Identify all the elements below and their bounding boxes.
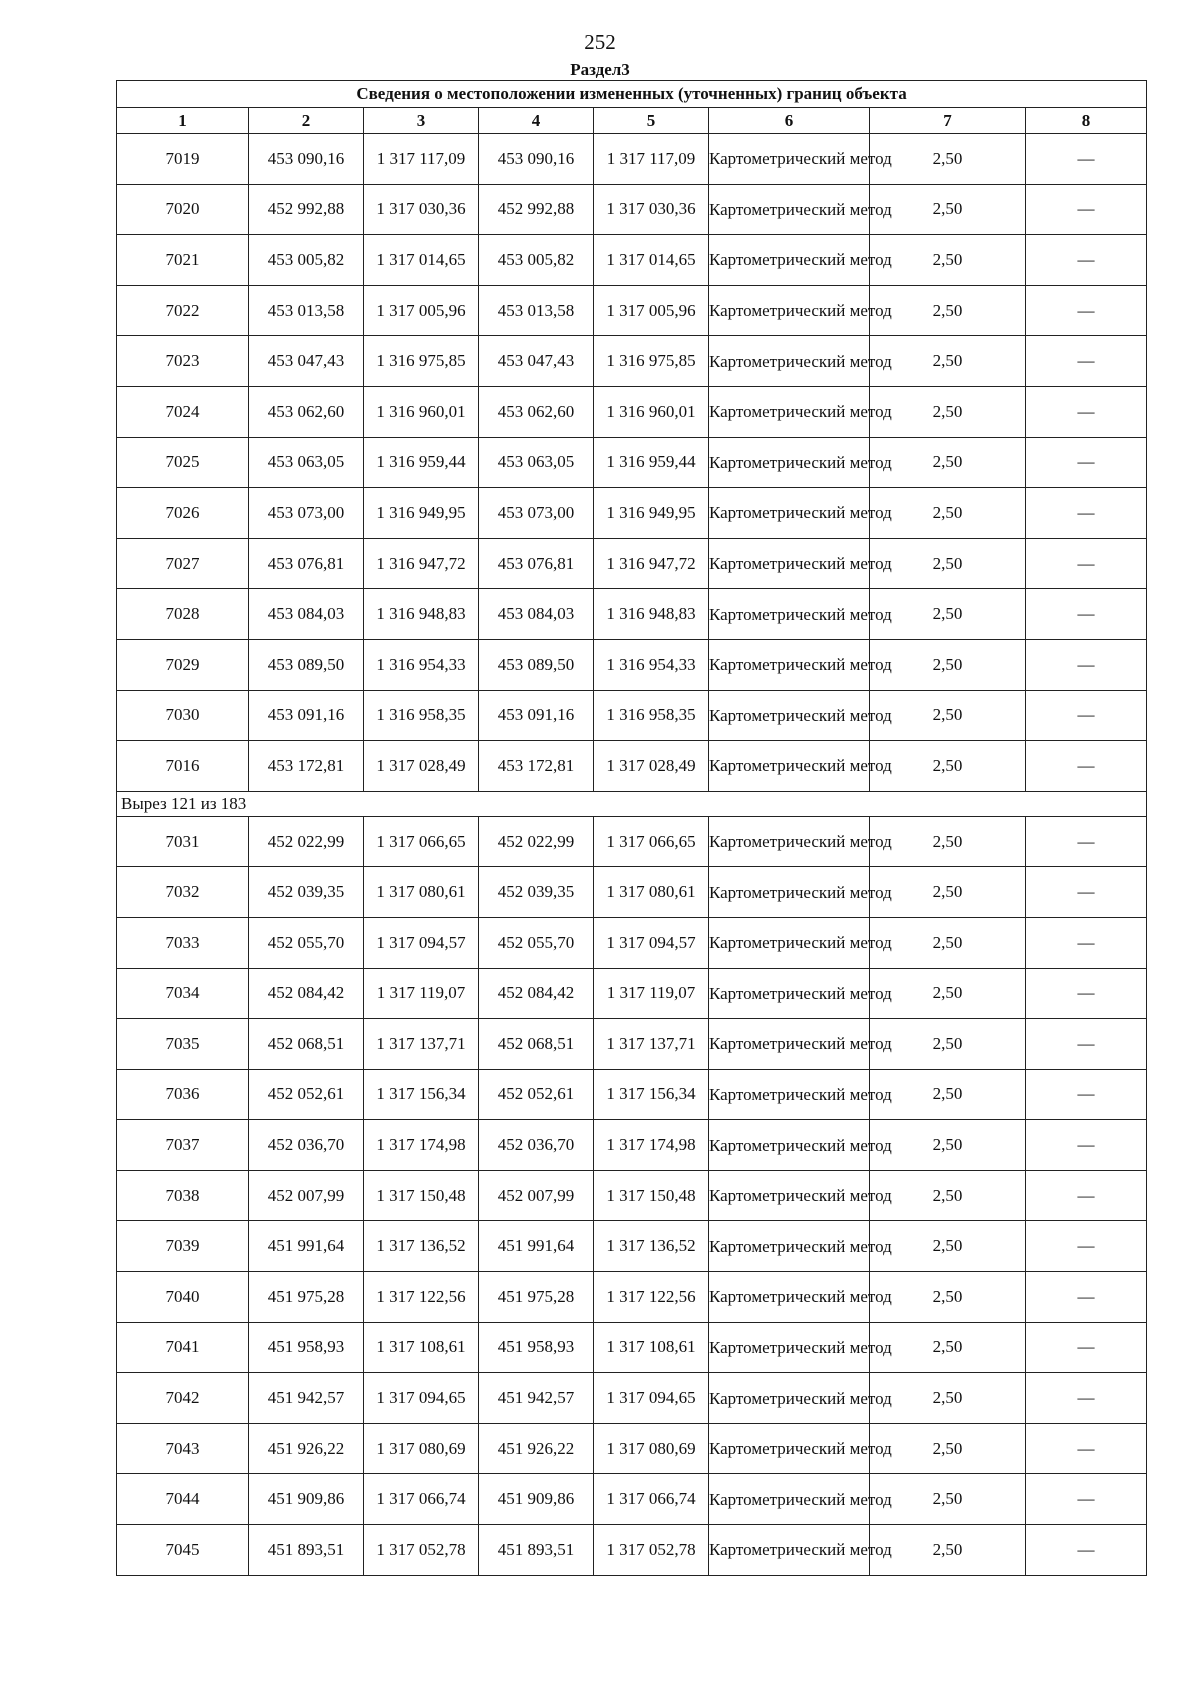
accuracy-cell: 2,50 [870,816,1026,867]
page-number: 252 [584,30,616,54]
y-new-cell: 1 317 080,69 [594,1423,709,1474]
method-cell: Картометрический метод [709,1373,870,1424]
point-number-cell: 7032 [117,867,249,918]
accuracy-cell: 2,50 [870,1322,1026,1373]
column-number-2: 2 [249,108,364,134]
point-number-cell: 7029 [117,639,249,690]
y-old-cell: 1 316 960,01 [364,386,479,437]
x-old-cell: 452 992,88 [249,184,364,235]
x-new-cell: 453 062,60 [479,386,594,437]
description-cell: — [1026,917,1147,968]
y-new-cell: 1 317 174,98 [594,1120,709,1171]
table-row [117,386,1147,437]
x-new-cell: 451 975,28 [479,1272,594,1323]
point-number-cell: 7034 [117,968,249,1019]
description-cell: — [1026,336,1147,387]
y-new-cell: 1 317 094,65 [594,1373,709,1424]
description-cell: — [1026,1525,1147,1576]
x-old-cell: 452 039,35 [249,867,364,918]
x-old-cell: 453 005,82 [249,235,364,286]
y-old-cell: 1 316 959,44 [364,437,479,488]
description-cell: — [1026,690,1147,741]
method-cell: Картометрический метод [709,968,870,1019]
table-row [117,285,1147,336]
x-old-cell: 451 958,93 [249,1322,364,1373]
table-caption-row [117,81,1147,108]
x-old-cell: 453 091,16 [249,690,364,741]
y-new-cell: 1 317 122,56 [594,1272,709,1323]
cut-label: Вырез 121 из 183 [117,791,1147,816]
y-new-cell: 1 316 954,33 [594,639,709,690]
accuracy-cell: 2,50 [870,867,1026,918]
method-cell: Картометрический метод [709,1069,870,1120]
table-row [117,1170,1147,1221]
x-new-cell: 451 991,64 [479,1221,594,1272]
method-cell: Картометрический метод [709,437,870,488]
table-row [117,1019,1147,1070]
method-cell: Картометрический метод [709,1474,870,1525]
point-number-cell: 7035 [117,1019,249,1070]
method-cell: Картометрический метод [709,1322,870,1373]
description-cell: — [1026,386,1147,437]
method-cell: Картометрический метод [709,488,870,539]
point-number-cell: 7021 [117,235,249,286]
accuracy-cell: 2,50 [870,386,1026,437]
column-number-4: 4 [479,108,594,134]
point-number-cell: 7026 [117,488,249,539]
table-row [117,867,1147,918]
method-cell: Картометрический метод [709,386,870,437]
x-new-cell: 452 022,99 [479,816,594,867]
y-old-cell: 1 317 156,34 [364,1069,479,1120]
table-row [117,639,1147,690]
x-new-cell: 453 073,00 [479,488,594,539]
y-new-cell: 1 317 156,34 [594,1069,709,1120]
y-new-cell: 1 317 108,61 [594,1322,709,1373]
description-cell: — [1026,437,1147,488]
y-old-cell: 1 317 094,65 [364,1373,479,1424]
table-row [117,1069,1147,1120]
method-cell: Картометрический метод [709,1423,870,1474]
y-new-cell: 1 317 080,61 [594,867,709,918]
x-new-cell: 452 068,51 [479,1019,594,1070]
method-cell: Картометрический метод [709,1120,870,1171]
x-new-cell: 453 076,81 [479,538,594,589]
boundary-coordinates-table [116,80,1147,1576]
accuracy-cell: 2,50 [870,1423,1026,1474]
x-old-cell: 453 090,16 [249,134,364,185]
y-new-cell: 1 316 959,44 [594,437,709,488]
method-cell: Картометрический метод [709,741,870,792]
y-new-cell: 1 316 960,01 [594,386,709,437]
description-cell: — [1026,1120,1147,1171]
point-number-cell: 7030 [117,690,249,741]
y-old-cell: 1 316 948,83 [364,589,479,640]
point-number-cell: 7039 [117,1221,249,1272]
x-old-cell: 453 089,50 [249,639,364,690]
y-new-cell: 1 317 136,52 [594,1221,709,1272]
x-old-cell: 451 893,51 [249,1525,364,1576]
accuracy-cell: 2,50 [870,1525,1026,1576]
x-new-cell: 452 084,42 [479,968,594,1019]
y-new-cell: 1 317 150,48 [594,1170,709,1221]
accuracy-cell: 2,50 [870,1221,1026,1272]
accuracy-cell: 2,50 [870,741,1026,792]
y-new-cell: 1 317 066,74 [594,1474,709,1525]
x-old-cell: 453 084,03 [249,589,364,640]
y-new-cell: 1 317 005,96 [594,285,709,336]
point-number-cell: 7045 [117,1525,249,1576]
method-cell: Картометрический метод [709,134,870,185]
x-new-cell: 453 047,43 [479,336,594,387]
y-old-cell: 1 316 975,85 [364,336,479,387]
point-number-cell: 7040 [117,1272,249,1323]
x-new-cell: 451 893,51 [479,1525,594,1576]
accuracy-cell: 2,50 [870,538,1026,589]
table-body [117,134,1147,1576]
point-number-cell: 7043 [117,1423,249,1474]
method-cell: Картометрический метод [709,867,870,918]
method-cell: Картометрический метод [709,1221,870,1272]
cut-label-row [117,791,1147,816]
y-old-cell: 1 317 136,52 [364,1221,479,1272]
table-row [117,917,1147,968]
description-cell: — [1026,134,1147,185]
description-cell: — [1026,1221,1147,1272]
method-cell: Картометрический метод [709,1019,870,1070]
description-cell: — [1026,1474,1147,1525]
column-number-row [117,108,1147,134]
table-row [117,488,1147,539]
y-old-cell: 1 317 137,71 [364,1019,479,1070]
y-old-cell: 1 317 119,07 [364,968,479,1019]
table-row [117,336,1147,387]
x-old-cell: 452 084,42 [249,968,364,1019]
section-title: Раздел3 [570,60,630,79]
x-old-cell: 451 926,22 [249,1423,364,1474]
method-cell: Картометрический метод [709,690,870,741]
table-row [117,1272,1147,1323]
accuracy-cell: 2,50 [870,1069,1026,1120]
y-old-cell: 1 317 052,78 [364,1525,479,1576]
x-new-cell: 452 036,70 [479,1120,594,1171]
x-old-cell: 452 007,99 [249,1170,364,1221]
x-new-cell: 453 013,58 [479,285,594,336]
point-number-cell: 7041 [117,1322,249,1373]
accuracy-cell: 2,50 [870,235,1026,286]
description-cell: — [1026,816,1147,867]
table-row [117,1525,1147,1576]
description-cell: — [1026,1373,1147,1424]
y-old-cell: 1 317 066,65 [364,816,479,867]
accuracy-cell: 2,50 [870,488,1026,539]
table-row [117,1474,1147,1525]
description-cell: — [1026,235,1147,286]
point-number-cell: 7031 [117,816,249,867]
method-cell: Картометрический метод [709,1525,870,1576]
table-row [117,968,1147,1019]
x-new-cell: 452 007,99 [479,1170,594,1221]
x-new-cell: 451 942,57 [479,1373,594,1424]
point-number-cell: 7020 [117,184,249,235]
y-new-cell: 1 317 030,36 [594,184,709,235]
x-old-cell: 451 942,57 [249,1373,364,1424]
description-cell: — [1026,285,1147,336]
table-row [117,741,1147,792]
accuracy-cell: 2,50 [870,1373,1026,1424]
y-new-cell: 1 317 028,49 [594,741,709,792]
x-new-cell: 453 084,03 [479,589,594,640]
description-cell: — [1026,589,1147,640]
accuracy-cell: 2,50 [870,134,1026,185]
y-old-cell: 1 317 005,96 [364,285,479,336]
x-old-cell: 451 975,28 [249,1272,364,1323]
y-old-cell: 1 317 174,98 [364,1120,479,1171]
point-number-cell: 7016 [117,741,249,792]
y-old-cell: 1 316 947,72 [364,538,479,589]
x-new-cell: 451 909,86 [479,1474,594,1525]
y-old-cell: 1 317 014,65 [364,235,479,286]
description-cell: — [1026,1069,1147,1120]
point-number-cell: 7037 [117,1120,249,1171]
column-number-8: 8 [1026,108,1147,134]
point-number-cell: 7025 [117,437,249,488]
y-new-cell: 1 316 975,85 [594,336,709,387]
x-old-cell: 453 063,05 [249,437,364,488]
point-number-cell: 7042 [117,1373,249,1424]
y-old-cell: 1 317 030,36 [364,184,479,235]
y-new-cell: 1 317 117,09 [594,134,709,185]
description-cell: — [1026,184,1147,235]
table-row [117,1373,1147,1424]
y-old-cell: 1 317 080,69 [364,1423,479,1474]
table-row [117,1423,1147,1474]
x-new-cell: 453 005,82 [479,235,594,286]
x-old-cell: 453 047,43 [249,336,364,387]
accuracy-cell: 2,50 [870,437,1026,488]
x-new-cell: 453 090,16 [479,134,594,185]
x-old-cell: 452 036,70 [249,1120,364,1171]
y-new-cell: 1 317 066,65 [594,816,709,867]
table-row [117,589,1147,640]
description-cell: — [1026,538,1147,589]
description-cell: — [1026,741,1147,792]
description-cell: — [1026,639,1147,690]
point-number-cell: 7036 [117,1069,249,1120]
description-cell: — [1026,1019,1147,1070]
point-number-cell: 7033 [117,917,249,968]
y-old-cell: 1 317 117,09 [364,134,479,185]
y-old-cell: 1 317 080,61 [364,867,479,918]
x-old-cell: 451 991,64 [249,1221,364,1272]
point-number-cell: 7019 [117,134,249,185]
x-new-cell: 453 063,05 [479,437,594,488]
method-cell: Картометрический метод [709,639,870,690]
x-new-cell: 452 039,35 [479,867,594,918]
accuracy-cell: 2,50 [870,690,1026,741]
accuracy-cell: 2,50 [870,1272,1026,1323]
y-new-cell: 1 317 094,57 [594,917,709,968]
x-old-cell: 453 172,81 [249,741,364,792]
accuracy-cell: 2,50 [870,639,1026,690]
column-number-5: 5 [594,108,709,134]
y-new-cell: 1 317 052,78 [594,1525,709,1576]
y-old-cell: 1 317 122,56 [364,1272,479,1323]
x-old-cell: 452 055,70 [249,917,364,968]
y-old-cell: 1 316 958,35 [364,690,479,741]
accuracy-cell: 2,50 [870,917,1026,968]
x-new-cell: 452 052,61 [479,1069,594,1120]
method-cell: Картометрический метод [709,1272,870,1323]
accuracy-cell: 2,50 [870,968,1026,1019]
description-cell: — [1026,1170,1147,1221]
y-new-cell: 1 317 137,71 [594,1019,709,1070]
method-cell: Картометрический метод [709,336,870,387]
method-cell: Картометрический метод [709,285,870,336]
method-cell: Картометрический метод [709,1170,870,1221]
x-new-cell: 452 055,70 [479,917,594,968]
method-cell: Картометрический метод [709,184,870,235]
x-old-cell: 452 052,61 [249,1069,364,1120]
y-new-cell: 1 316 947,72 [594,538,709,589]
point-number-cell: 7028 [117,589,249,640]
point-number-cell: 7024 [117,386,249,437]
x-new-cell: 453 091,16 [479,690,594,741]
y-old-cell: 1 316 949,95 [364,488,479,539]
x-old-cell: 453 076,81 [249,538,364,589]
table-row [117,1120,1147,1171]
column-number-7: 7 [870,108,1026,134]
y-old-cell: 1 317 094,57 [364,917,479,968]
table-row [117,184,1147,235]
description-cell: — [1026,867,1147,918]
y-new-cell: 1 316 949,95 [594,488,709,539]
method-cell: Картометрический метод [709,589,870,640]
column-number-3: 3 [364,108,479,134]
y-new-cell: 1 317 014,65 [594,235,709,286]
point-number-cell: 7044 [117,1474,249,1525]
y-new-cell: 1 316 958,35 [594,690,709,741]
accuracy-cell: 2,50 [870,589,1026,640]
x-new-cell: 453 089,50 [479,639,594,690]
accuracy-cell: 2,50 [870,184,1026,235]
table-row [117,134,1147,185]
x-new-cell: 453 172,81 [479,741,594,792]
method-cell: Картометрический метод [709,816,870,867]
y-new-cell: 1 316 948,83 [594,589,709,640]
accuracy-cell: 2,50 [870,336,1026,387]
point-number-cell: 7023 [117,336,249,387]
accuracy-cell: 2,50 [870,1120,1026,1171]
accuracy-cell: 2,50 [870,1474,1026,1525]
accuracy-cell: 2,50 [870,1019,1026,1070]
point-number-cell: 7038 [117,1170,249,1221]
method-cell: Картометрический метод [709,235,870,286]
x-old-cell: 453 062,60 [249,386,364,437]
y-new-cell: 1 317 119,07 [594,968,709,1019]
column-number-6: 6 [709,108,870,134]
method-cell: Картометрический метод [709,917,870,968]
x-old-cell: 452 022,99 [249,816,364,867]
description-cell: — [1026,1423,1147,1474]
description-cell: — [1026,1272,1147,1323]
x-old-cell: 451 909,86 [249,1474,364,1525]
y-old-cell: 1 317 108,61 [364,1322,479,1373]
x-old-cell: 453 013,58 [249,285,364,336]
column-number-1: 1 [117,108,249,134]
accuracy-cell: 2,50 [870,1170,1026,1221]
table-row [117,538,1147,589]
y-old-cell: 1 317 028,49 [364,741,479,792]
point-number-cell: 7027 [117,538,249,589]
table-caption: Сведения о местоположении измененных (уточненных) границ объекта [117,81,1147,108]
description-cell: — [1026,968,1147,1019]
x-new-cell: 451 926,22 [479,1423,594,1474]
x-new-cell: 452 992,88 [479,184,594,235]
accuracy-cell: 2,50 [870,285,1026,336]
description-cell: — [1026,1322,1147,1373]
table-row [117,235,1147,286]
table-row [117,437,1147,488]
table-row [117,690,1147,741]
y-old-cell: 1 316 954,33 [364,639,479,690]
table-row [117,1221,1147,1272]
y-old-cell: 1 317 066,74 [364,1474,479,1525]
y-old-cell: 1 317 150,48 [364,1170,479,1221]
point-number-cell: 7022 [117,285,249,336]
x-old-cell: 452 068,51 [249,1019,364,1070]
table-row [117,816,1147,867]
table-row [117,1322,1147,1373]
x-old-cell: 453 073,00 [249,488,364,539]
method-cell: Картометрический метод [709,538,870,589]
x-new-cell: 451 958,93 [479,1322,594,1373]
description-cell: — [1026,488,1147,539]
